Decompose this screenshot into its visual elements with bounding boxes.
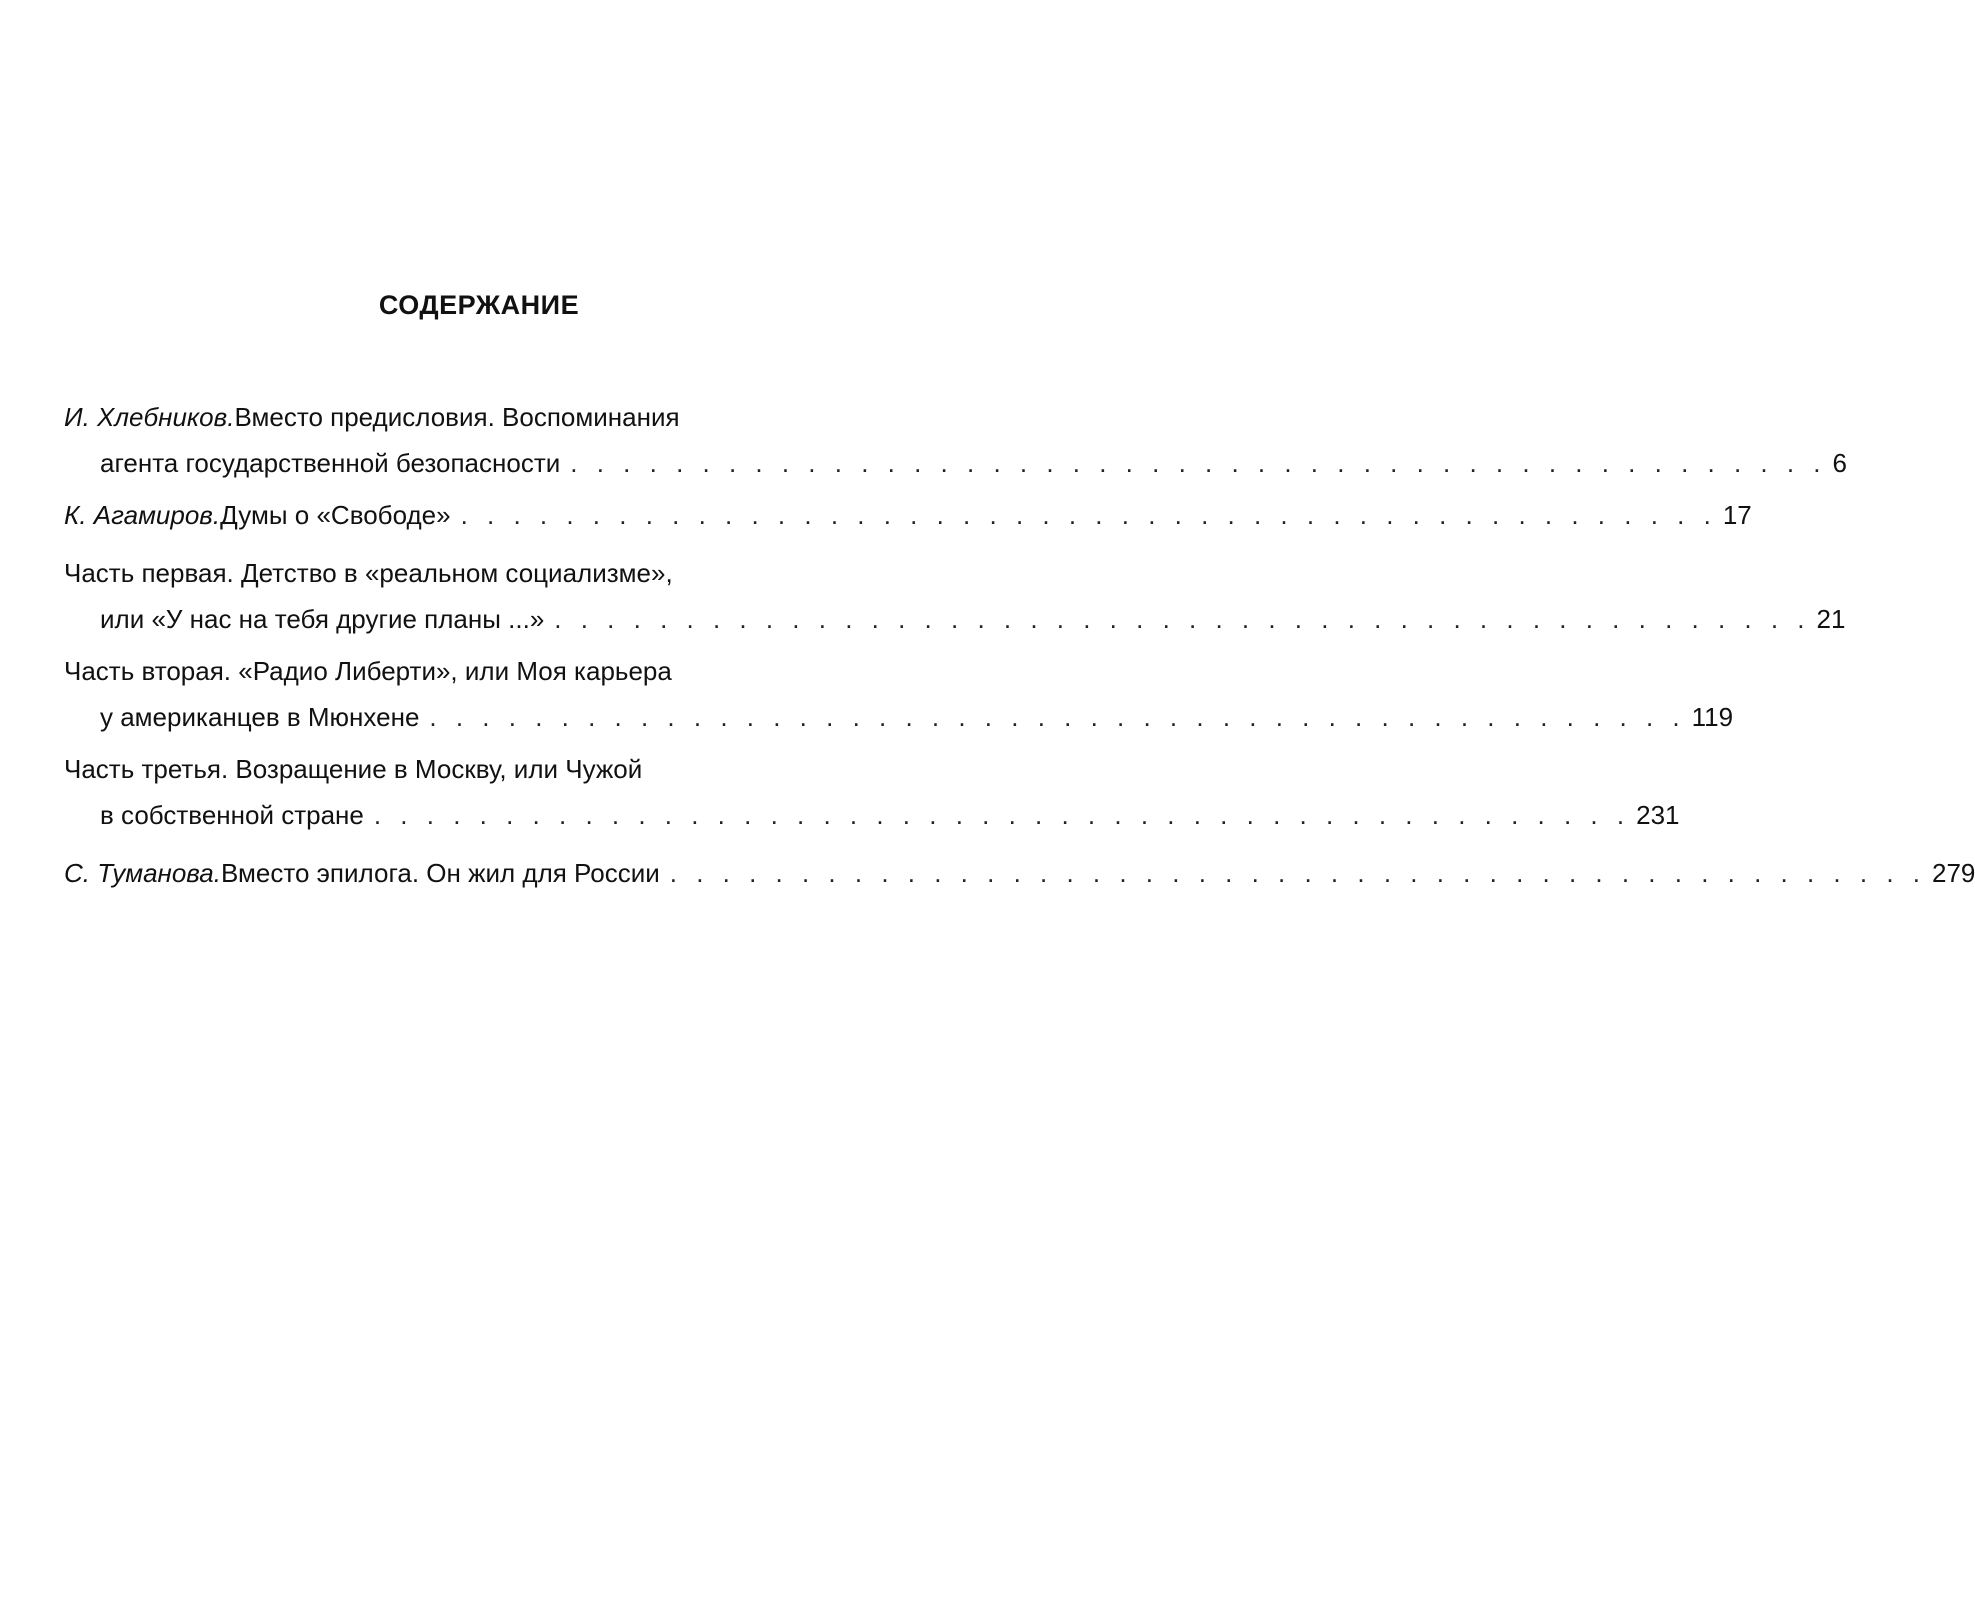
dot-leader: . . . . . . . . . . . . . . . . . . . . . . . . . . . . . . . . . . . . . . . . . . . . . . . . <box>554 604 1811 634</box>
toc-entry-page-number: 21 <box>1816 604 1846 634</box>
toc-entry-author: К. Агамиров. <box>64 500 221 530</box>
toc-entry-line <box>64 440 1847 486</box>
toc-entry-part-three <box>64 746 1680 838</box>
toc-entry-page-number: 6 <box>1832 448 1847 478</box>
toc-entry-dumy <box>64 492 1752 538</box>
toc-entry-line <box>64 746 888 792</box>
toc-entry-preface <box>64 394 1847 486</box>
toc-entry-title: Часть первая. Детство в «реальном социализме», <box>64 558 673 588</box>
toc-entry-part-one <box>64 550 1846 642</box>
toc-entry-line <box>64 596 1846 642</box>
toc-list <box>64 394 1975 896</box>
toc-entry-title: Часть вторая. «Радио Либерти», или Моя карьера <box>64 656 672 686</box>
toc-entry-title: Вместо эпилога. Он жил для России <box>220 858 660 888</box>
toc-entry-title-continued: в собственной стране <box>100 800 364 830</box>
toc-entry-title: Думы о «Свободе» <box>220 500 451 530</box>
dot-leader: . . . . . . . . . . . . . . . . . . . . . . . . . . . . . . . . . . . . . . . . . . . . . . . . <box>460 500 1717 530</box>
toc-entry-page-number: 17 <box>1722 500 1752 530</box>
toc-entry-author: И. Хлебников. <box>64 402 235 432</box>
toc-entry-title: Часть третья. Возращение в Москву, или Чужой <box>64 754 643 784</box>
toc-entry-line <box>64 850 1975 896</box>
toc-entry-title-continued: или «У нас на тебя другие планы ...» <box>100 604 545 634</box>
toc-entry-line <box>64 492 1752 538</box>
toc-entry-epilogue <box>64 850 1975 896</box>
dot-leader: . . . . . . . . . . . . . . . . . . . . . . . . . . . . . . . . . . . . . . . . . . . . . . . . <box>429 702 1686 732</box>
toc-entry-page-number: 231 <box>1636 800 1680 830</box>
dot-leader: . . . . . . . . . . . . . . . . . . . . . . . . . . . . . . . . . . . . . . . . . . . . . . . . <box>669 858 1926 888</box>
toc-entry-line <box>64 648 888 694</box>
dot-leader: . . . . . . . . . . . . . . . . . . . . . . . . . . . . . . . . . . . . . . . . . . . . . . . . <box>373 800 1631 830</box>
toc-entry-title-continued: у американцев в Мюнхене <box>100 702 420 732</box>
toc-entry-title: Вместо предисловия. Воспоминания <box>234 402 680 432</box>
toc-entry-page-number: 119 <box>1691 702 1734 732</box>
dot-leader: . . . . . . . . . . . . . . . . . . . . . . . . . . . . . . . . . . . . . . . . . . . . . . . . <box>570 448 1827 478</box>
toc-entry-part-two <box>64 648 1734 740</box>
toc-entry-line <box>64 394 888 440</box>
toc-entry-page-number: 279 <box>1932 858 1975 888</box>
toc-entry-author: С. Туманова. <box>64 858 221 888</box>
toc-entry-line <box>64 694 1734 740</box>
toc-entry-line <box>64 792 1680 838</box>
toc-title: СОДЕРЖАНИЕ <box>378 290 580 320</box>
toc-entry-line <box>64 550 888 596</box>
toc-entry-title-continued: агента государственной безопасности <box>100 448 561 478</box>
